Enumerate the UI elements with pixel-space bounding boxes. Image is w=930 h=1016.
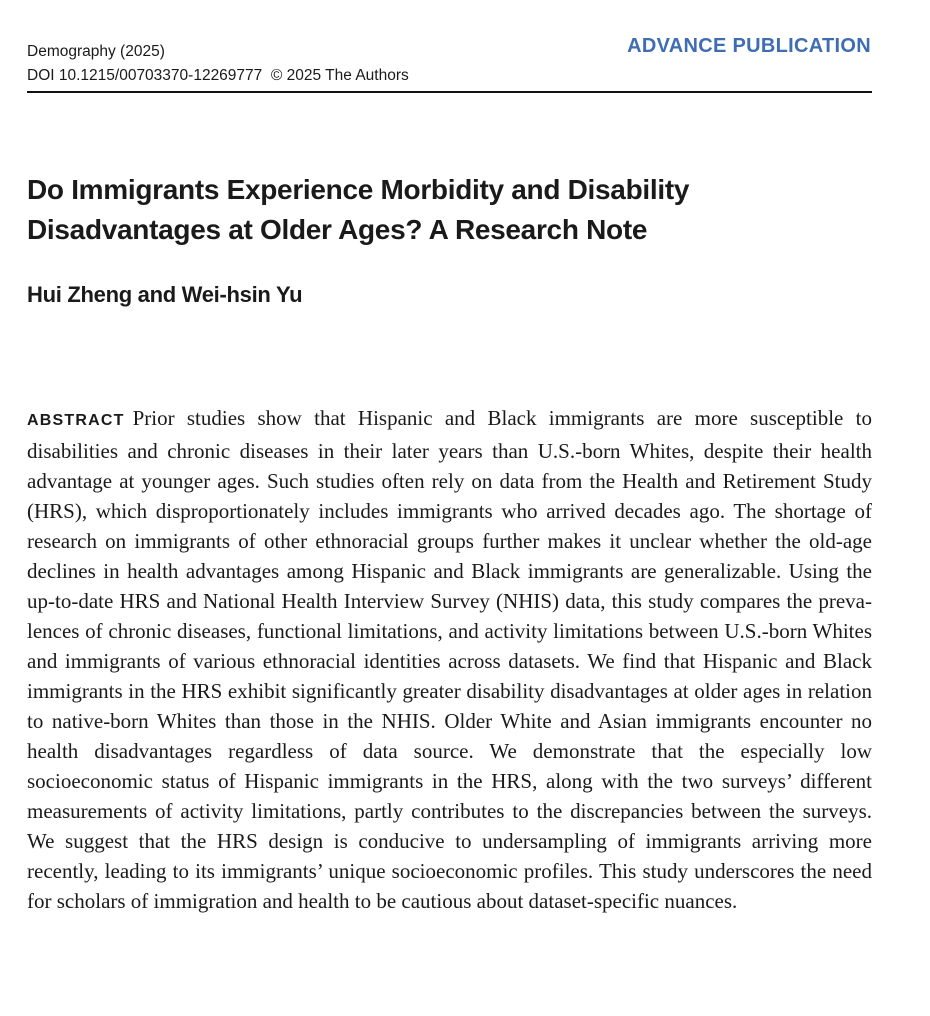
- journal-name: Demography (2025): [27, 43, 165, 60]
- article-title: Do Immigrants Experience Morbidity and Disability Disadvantages at Older Ages? A Research Note: [27, 174, 690, 245]
- abstract-label: ABSTRACT: [27, 412, 125, 429]
- doi[interactable]: DOI 10.1215/00703370-12269777: [27, 67, 263, 84]
- article-authors: Hui Zheng and Wei-hsin Yu: [27, 282, 303, 307]
- journal-info: [27, 40, 409, 88]
- publication-status: ADVANCE PUBLICATION: [627, 35, 871, 57]
- abstract-text: Prior studies show that Hispanic and Black immigrants are more susceptible to disabilities and chronic diseases in their later years than U.S.-born Whites, despite their health advantage at younger ages. Such studies often rely on data from the Health and Retirement Study (HRS), which disproportionately includes immigrants who arrived decades ago. The shortage of research on immigrants of other ethnoracial groups further makes it unclear whether the old-age declines in health advantages among Hispanic and Black immigrants are generalizable. Using the up-to-date HRS and National Health Interview Survey (NHIS) data, this study compares the prevalences of chronic diseases, functional limitations, and activity limitations between U.S.-born Whites and immigrants of various ethnoracial identities across datasets. We find that Hispanic and Black immigrants in the HRS exhibit significantly greater disability disadvantages at older ages in relation to native-born Whites than those in the NHIS. Older White and Asian immigrants encounter no health disadvantages regardless of data source. We demonstrate that the especially low socioeconomic status of Hispanic immigrants in the HRS, along with the two surveys’ different measurements of activity limitations, partly contributes to the discrepancies between the surveys. We suggest that the HRS design is conducive to undersampling of immigrants arriving more recently, leading to its immigrants’ unique socioeconomic profiles. This study underscores the need for scholars of immigration and health to be cautious about dataset-specific nuances.: [27, 406, 872, 913]
- header-divider: [27, 91, 872, 93]
- doi-line: [27, 64, 409, 88]
- abstract: [27, 403, 872, 916]
- copyright: © 2025 The Authors: [270, 67, 409, 84]
